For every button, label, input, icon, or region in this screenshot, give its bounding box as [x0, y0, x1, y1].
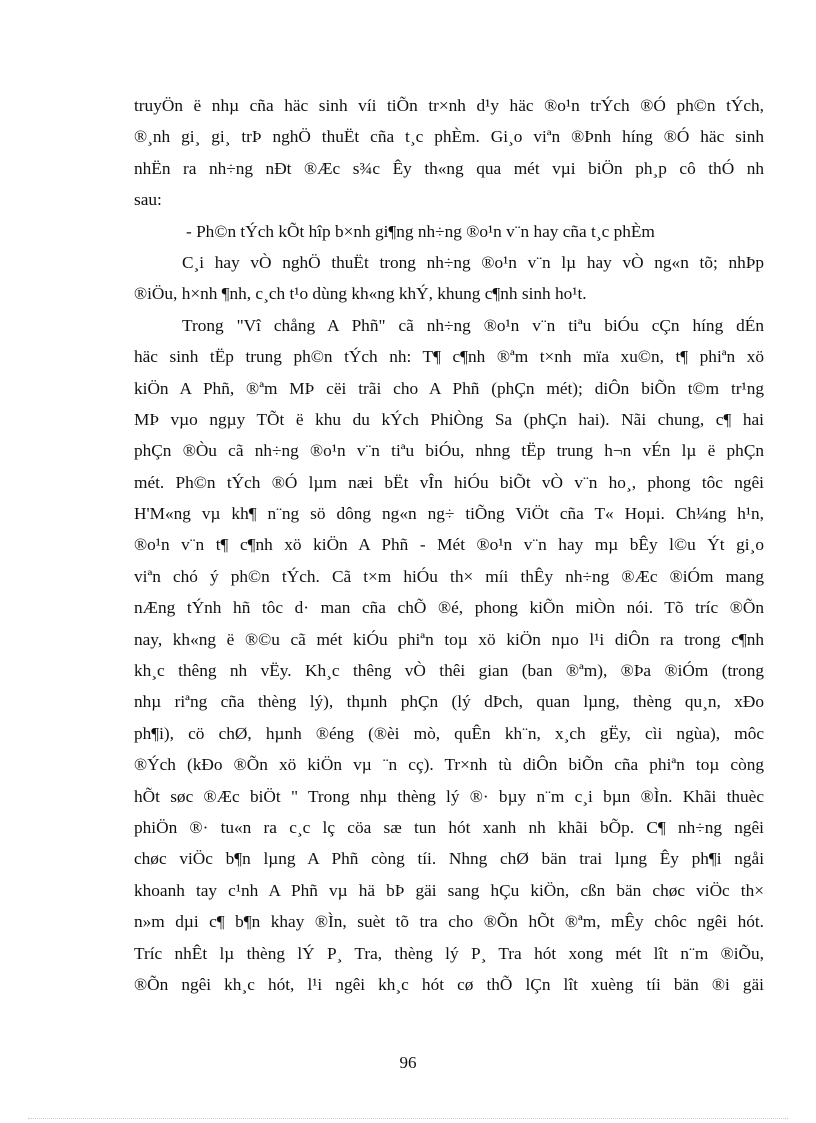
- text-line: Tríc nhÊt lµ thèng lÝ P¸ Tra, thèng lý P¸ Tra hót xong mét lît n¨m ®iÕu,: [134, 943, 764, 963]
- text-line: H'M«ng vµ kh¶ n¨ng sö dông ng«n ng÷ tiÕng ViÖt cña T« Hoµi. Ch¼ng h¹n,: [134, 504, 764, 524]
- text-line: - Ph©n tÝch kÕt hîp b×nh gi¶ng nh÷ng ®o¹n v¨n hay cña t¸c phÈm: [186, 221, 655, 241]
- text-line: n»m dµi c¶ b¶n khay ®Ìn, suèt tõ tra cho ®Õn hÕt ®ªm, mÊy chôc ngêi hót.: [134, 912, 764, 932]
- text-line: phÇn ®Òu cã nh÷ng ®o¹n v¨n tiªu biÓu, nhng tËp trung h¬n vÉn lµ ë phÇn: [134, 441, 764, 461]
- text-line: ®o¹n v¨n t¶ c¶nh xö kiÖn A Phñ - Mét ®o¹n v¨n hay mµ bÊy l©u Ýt gi¸o: [134, 535, 764, 555]
- text-line: sau:: [134, 190, 162, 210]
- text-line: nhËn ra nh÷ng nÐt ®Æc s¾c Êy th«ng qua mét vµi biÖn ph¸p cô thÓ nh: [134, 158, 764, 178]
- text-line: viªn chó ý ph©n tÝch. Cã t×m hiÓu th× míi thÊy nh÷ng ®Æc ®iÓm mang: [134, 566, 764, 586]
- text-line: häc sinh tËp trung ph©n tÝch nh: T¶ c¶nh ®ªm t×nh mïa xu©n, t¶ phiªn xö: [134, 347, 764, 367]
- text-line: kiÖn A Phñ, ®ªm MÞ cëi trãi cho A Phñ (phÇn mét); diÔn biÕn t©m tr¹ng: [134, 378, 764, 398]
- text-line: MÞ vµo ngµy TÕt ë khu du kÝch PhiÒng Sa (phÇn hai). Nãi chung, c¶ hai: [134, 409, 764, 429]
- text-line: ph¶i), cö chØ, hµnh ®éng (®èi mò, quÊn kh¨n, x¸ch gËy, cìi ngùa), môc: [134, 723, 764, 743]
- text-line: khoanh tay c¹nh A Phñ vµ hä bÞ gäi sang hÇu kiÖn, cßn bän chøc viÖc th×: [134, 880, 764, 900]
- text-line: nhµ riªng cña thèng lý), thµnh phÇn (lý dÞch, quan lµng, thèng qu¸n, xÐo: [134, 692, 764, 712]
- text-line: Trong "Vî chång A Phñ" cã nh÷ng ®o¹n v¨n tiªu biÓu cÇn híng dÉn: [182, 315, 764, 335]
- text-line: hÕt søc ®Æc biÖt " Trong nhµ thèng lý ®· bµy n¨m c¸i bµn ®Ìn. Khãi thuèc: [134, 786, 764, 806]
- text-line: ®Õn ngêi kh¸c hót, l¹i ngêi kh¸c hót cø thÕ lÇn lît xuèng tíi bän ®i gäi: [134, 974, 764, 994]
- text-line: ®iÖu, h×nh ¶nh, c¸ch t¹o dùng kh«ng khÝ, khung c¶nh sinh ho¹t.: [134, 284, 587, 304]
- page-number: 96: [399, 1053, 417, 1072]
- text-line: phiÖn ®· tu«n ra c¸c lç cöa sæ tun hót xanh nh khãi bÕp. C¶ nh÷ng ngêi: [134, 817, 764, 837]
- bottom-divider: [28, 1118, 788, 1119]
- text-line: kh¸c thêng nh vËy. Kh¸c thêng vÒ thêi gian (ban ®ªm), ®Þa ®iÓm (trong: [134, 661, 764, 681]
- text-line: C¸i hay vÒ nghÖ thuËt trong nh÷ng ®o¹n v¨n lµ hay vÒ ng«n tõ; nhÞp: [182, 252, 764, 272]
- text-line: ®¸nh gi¸ gi¸ trÞ nghÖ thuËt cña t¸c phÈm. Gi¸o viªn ®Þnh híng ®Ó häc sinh: [134, 127, 764, 147]
- text-line: nÆng tÝnh hñ tôc d· man cña chÕ ®é, phong kiÕn miÒn nói. Tõ tríc ®Õn: [134, 598, 764, 618]
- body-text: [134, 90, 764, 1000]
- text-line: nay, kh«ng ë ®©u cã mét kiÓu phiªn toµ xö kiÖn nµo l¹i diÔn ra trong c¶nh: [134, 629, 764, 649]
- text-line: truyÖn ë nhµ cña häc sinh víi tiÕn tr×nh d¹y häc ®o¹n trÝch ®Ó ph©n tÝch,: [134, 96, 764, 115]
- text-line: mét. Ph©n tÝch ®Ó lµm næi bËt vÎn hiÓu biÕt vÒ v¨n ho¸, phong tôc ngêi: [134, 472, 764, 492]
- text-line: chøc viÖc b¶n lµng A Phñ còng tíi. Nhng chØ bän trai lµng Êy ph¶i ngåi: [134, 849, 764, 869]
- text-line: ®Ých (kÐo ®Õn xö kiÖn vµ ¨n cç). Tr×nh tù diÔn biÕn cña phiªn toµ còng: [134, 755, 764, 775]
